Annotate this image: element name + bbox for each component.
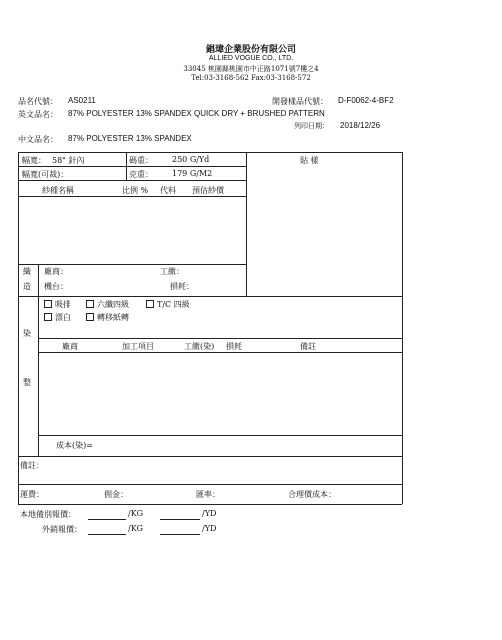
total-cost-label: 合理價成本： [288, 490, 336, 499]
checkbox-icon [86, 313, 94, 321]
width-value: 58" 針內 [52, 156, 85, 165]
product-code-label: 品名代號： [18, 97, 58, 106]
gsm-value: 250 G/Yd [172, 155, 210, 164]
product-code: AS0211 [68, 96, 96, 105]
freight-label: 運費： [20, 490, 44, 499]
swatch-label: 貼 樣 [300, 156, 319, 165]
exchange-label: 匯率： [196, 490, 220, 499]
dye-option-moisture[interactable]: 吸排 [44, 299, 71, 310]
checkbox-icon [146, 300, 154, 308]
gsm-label: 碼重： [129, 156, 153, 165]
zh-name-label: 中文品名： [18, 135, 58, 144]
weaving-fee-label: 工繳： [160, 267, 184, 276]
dev-code: D-F0062-4-BF2 [338, 96, 394, 105]
dyeing-side-label-2: 整 [23, 378, 31, 387]
usable-width-label: 幅寬(可裁)： [22, 170, 69, 179]
width-label: 幅寬： [22, 156, 46, 165]
dye-option-transfer[interactable]: 轉移紙轉 [86, 312, 129, 323]
weaving-machine-label: 機台： [44, 282, 68, 291]
weaving-loss-label: 損耗： [170, 282, 194, 291]
dev-code-label: 開發樣品代號： [272, 97, 328, 106]
dyeing-side-label-1: 染 [23, 329, 31, 338]
export-unit-yd: /YD [202, 524, 217, 533]
dye-header-vendor: 廠商 [62, 342, 78, 351]
yarn-header-price: 預估紗價 [192, 186, 224, 195]
weaving-side-label-2: 造 [23, 282, 31, 291]
company-name-en: ALLIED VOGUE CO., LTD. [208, 55, 294, 62]
weaving-factory-label: 廠商： [44, 267, 68, 276]
export-price-label: 外銷報價： [42, 525, 82, 534]
en-name-label: 英文品名： [18, 110, 58, 119]
dye-header-fee: 工繳(染) [184, 342, 215, 351]
company-name-zh: 錩瑋企業股份有限公司 [205, 45, 296, 55]
zh-name: 87% POLYESTER 13% SPANDEX [68, 134, 192, 143]
remarks-label: 備註： [20, 461, 44, 470]
checkbox-icon [86, 300, 94, 308]
local-unit-kg: /KG [128, 509, 144, 518]
print-date-label: 列印日期： [294, 122, 329, 130]
company-address: 33045 桃園縣桃園市中正路1071號7樓之4 [183, 65, 319, 73]
checkbox-icon [44, 300, 52, 308]
local-price-label: 本地備別報價： [20, 510, 76, 519]
weight-value: 179 G/M2 [172, 169, 213, 178]
local-unit-yd: /YD [202, 509, 217, 518]
dye-option-tc[interactable]: T/C 四級 [146, 299, 190, 310]
cost-label: 成本(染)= [56, 441, 93, 450]
yarn-header-ratio: 比例 % [122, 186, 149, 195]
print-date: 2018/12/26 [340, 121, 381, 130]
weaving-side-label-1: 織 [23, 267, 31, 276]
checkbox-icon [44, 313, 52, 321]
yarn-header-sub: 代料 [160, 186, 176, 195]
yarn-header-name: 紗種名稱 [42, 186, 74, 195]
export-unit-kg: /KG [128, 524, 144, 533]
company-contact: Tel:03-3168-562 Fax:03-3168-572 [191, 74, 311, 82]
dye-header-remark: 備註 [300, 342, 316, 351]
weight-label: 克重： [129, 170, 153, 179]
dye-header-loss: 損耗 [226, 342, 242, 351]
commission-label: 佣金： [104, 490, 128, 499]
en-name: 87% POLYESTER 13% SPANDEX QUICK DRY + BRUSHED PATTERN [68, 109, 325, 118]
dye-option-bleach[interactable]: 漂白 [44, 312, 71, 323]
dye-header-process: 加工項目 [122, 342, 154, 351]
dye-option-six-fiber[interactable]: 六纖四級 [86, 299, 129, 310]
